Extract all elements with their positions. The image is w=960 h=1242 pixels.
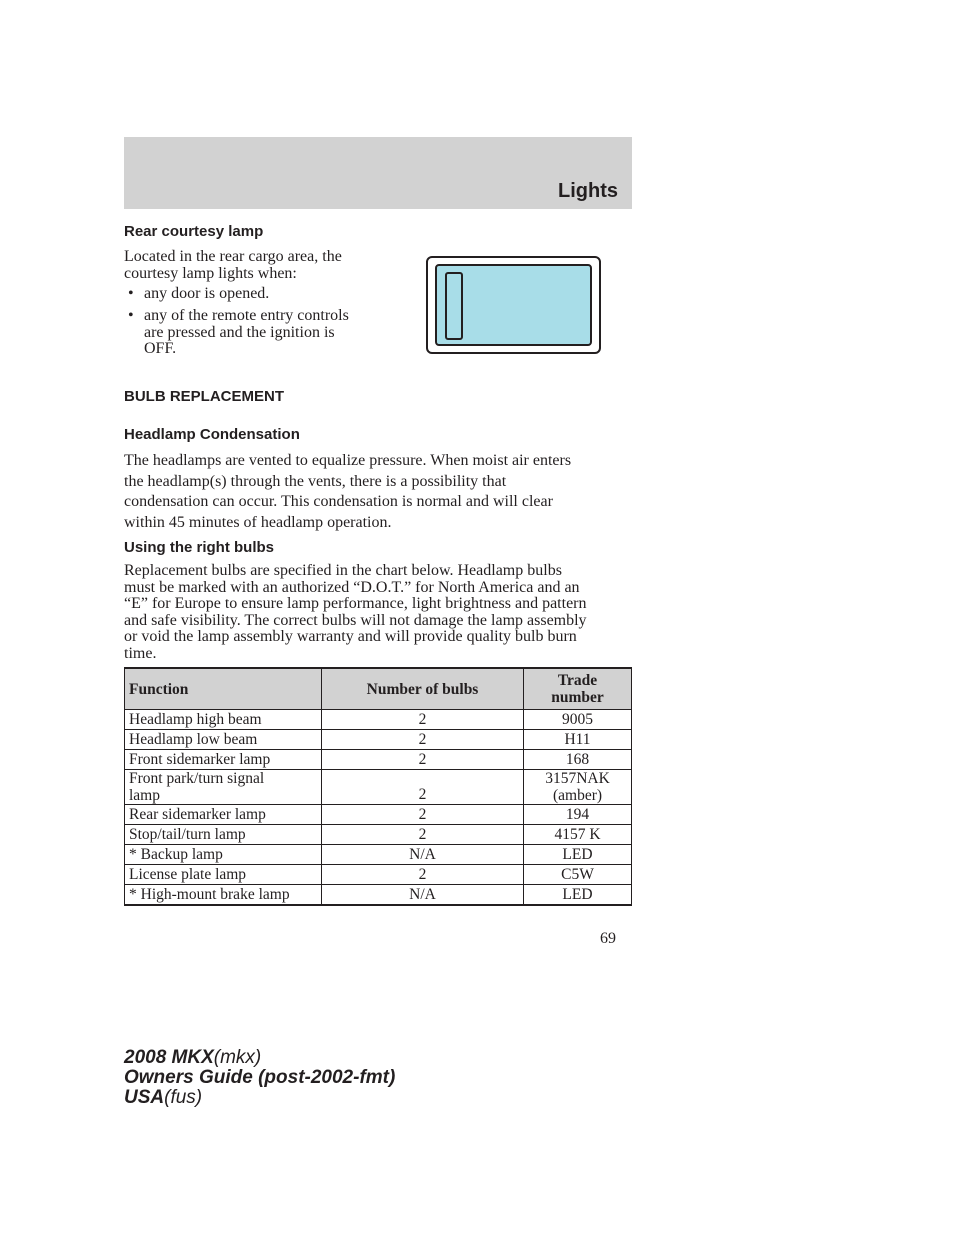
- table-row: [125, 825, 632, 845]
- headlamp-condensation-heading: Headlamp Condensation: [124, 426, 300, 443]
- table-row: [125, 730, 632, 750]
- cell-count: 2: [322, 865, 524, 885]
- footer-market: USA: [124, 1087, 165, 1108]
- cell-function-line1: Front park/turn signal: [129, 770, 265, 787]
- text-line: time.: [124, 644, 157, 662]
- text-line: the headlamp(s) through the vents, there is a possibility that: [124, 472, 507, 490]
- header-function: Function: [125, 668, 322, 710]
- cell-function: Front sidemarker lamp: [125, 750, 322, 770]
- table-row: [125, 750, 632, 770]
- cell-count: N/A: [322, 845, 524, 865]
- courtesy-lamp-illustration: [426, 256, 601, 354]
- bullet-text: any door is opened.: [144, 285, 270, 302]
- cell-trade: 194: [524, 805, 632, 825]
- bulb-replacement-heading: BULB REPLACEMENT: [124, 388, 284, 405]
- bullet-dot: •: [128, 285, 134, 302]
- rear-courtesy-heading: Rear courtesy lamp: [124, 223, 264, 240]
- header-trade-line1: Trade: [557, 672, 598, 689]
- cell-trade: LED: [524, 885, 632, 906]
- cell-trade: C5W: [524, 865, 632, 885]
- bullet-text: any of the remote entry controls: [144, 307, 349, 324]
- footer-guide: Owners Guide (post-2002-fmt): [124, 1067, 396, 1088]
- table-row: [125, 885, 632, 906]
- cell-count: N/A: [322, 885, 524, 906]
- rear-courtesy-intro-line2: courtesy lamp lights when:: [124, 265, 297, 282]
- cell-function: Headlamp low beam: [125, 730, 322, 750]
- table-header-row: [125, 668, 632, 710]
- table-row: [125, 865, 632, 885]
- cell-count: 2: [322, 750, 524, 770]
- cell-function: * High-mount brake lamp: [125, 885, 322, 906]
- text-line: condensation can occur. This condensation is normal and will clear: [124, 493, 553, 510]
- bulb-specification-table: [124, 667, 632, 906]
- right-bulbs-heading: Using the right bulbs: [124, 539, 274, 556]
- text-line: must be marked with an authorized “D.O.T.” for North America and an: [124, 578, 580, 596]
- cell-function: * Backup lamp: [125, 845, 322, 865]
- bullet-text: OFF.: [144, 340, 177, 357]
- cell-function: [125, 770, 322, 805]
- page-number: 69: [600, 930, 616, 947]
- cell-count: 2: [322, 825, 524, 845]
- cell-count: 2: [322, 805, 524, 825]
- cell-trade-line1: 3157NAK: [545, 770, 610, 787]
- text-line: The headlamps are vented to equalize pressure. When moist air enters: [124, 452, 572, 469]
- footer-market-code: (fus): [164, 1087, 203, 1108]
- bullet-text: are pressed and the ignition is: [144, 323, 335, 341]
- cell-function-line2: lamp: [129, 787, 160, 804]
- table-row: [125, 710, 632, 730]
- document-footer: [124, 1048, 395, 1108]
- cell-count: 2: [322, 770, 524, 805]
- table-row: [125, 845, 632, 865]
- header-trade-line2: number: [551, 689, 604, 706]
- rear-courtesy-intro-line1: Located in the rear cargo area, the: [124, 248, 342, 265]
- cell-trade: H11: [524, 730, 632, 750]
- section-title: Lights: [558, 180, 618, 202]
- cell-count: 2: [322, 710, 524, 730]
- table-row: [125, 805, 632, 825]
- text-line: and safe visibility. The correct bulbs will not damage the lamp assembly: [124, 611, 587, 629]
- cell-trade: LED: [524, 845, 632, 865]
- cell-trade-line2: (amber): [552, 787, 603, 804]
- cell-function: Stop/tail/turn lamp: [125, 825, 322, 845]
- cell-trade: 9005: [524, 710, 632, 730]
- right-bulbs-text: [124, 563, 634, 662]
- text-line: Replacement bulbs are specified in the chart below. Headlamp bulbs: [124, 562, 562, 579]
- headlamp-condensation-text: [124, 451, 634, 533]
- lamp-bulb-icon: [445, 272, 463, 340]
- header-trade-number: [524, 668, 632, 710]
- cell-function: License plate lamp: [125, 865, 322, 885]
- cell-function: Headlamp high beam: [125, 710, 322, 730]
- cell-count: 2: [322, 730, 524, 750]
- table-row: [125, 770, 632, 805]
- text-line: within 45 minutes of headlamp operation.: [124, 513, 392, 531]
- text-line: or void the lamp assembly warranty and will provide quality bulb burn: [124, 628, 577, 645]
- footer-model: 2008 MKX: [124, 1047, 214, 1068]
- bullet-dot: •: [128, 307, 134, 324]
- section-header-band: [124, 137, 632, 209]
- cell-trade: 168: [524, 750, 632, 770]
- text-line: “E” for Europe to ensure lamp performance, light brightness and pattern: [124, 595, 587, 612]
- cell-function: Rear sidemarker lamp: [125, 805, 322, 825]
- cell-trade: [524, 770, 632, 805]
- header-number-of-bulbs: Number of bulbs: [322, 668, 524, 710]
- cell-trade: 4157 K: [524, 825, 632, 845]
- footer-model-code: (mkx): [213, 1047, 262, 1068]
